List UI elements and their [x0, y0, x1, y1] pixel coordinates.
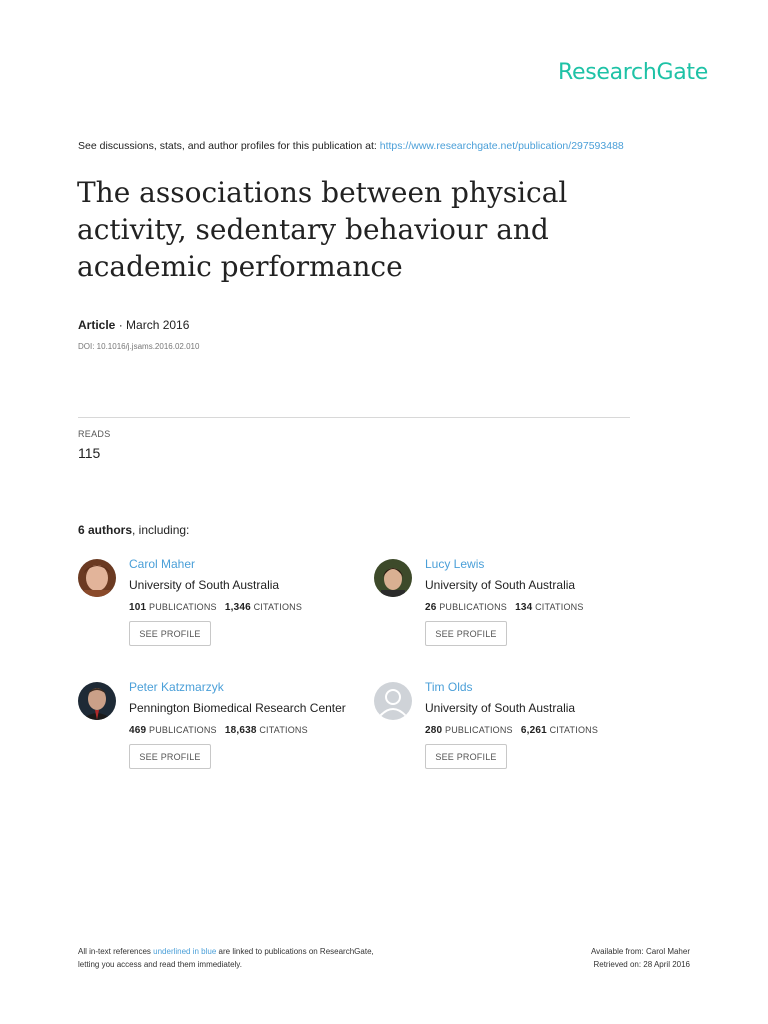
publications-count: 469 — [129, 725, 147, 736]
researchgate-logo[interactable]: ResearchGate — [557, 60, 708, 85]
author-stats — [129, 725, 308, 736]
author-stats — [425, 725, 598, 736]
author-name-link[interactable]: Tim Olds — [425, 680, 473, 694]
publication-doi: DOI: 10.1016/j.jsams.2016.02.010 — [78, 342, 200, 351]
available-from: Available from: Carol Maher — [590, 947, 690, 956]
author-institution: University of South Australia — [425, 578, 576, 592]
footer-line-1 — [78, 945, 374, 958]
citations-label: CITATIONS — [535, 602, 584, 612]
author-avatar[interactable] — [374, 559, 412, 597]
underlined-in-blue-link[interactable]: underlined in blue — [153, 947, 217, 956]
publication-url-link[interactable]: https://www.researchgate.net/publication/297593488 — [379, 140, 624, 152]
footer-text-a: All in-text references — [78, 947, 154, 956]
see-profile-button[interactable]: SEE PROFILE — [129, 621, 211, 646]
meta-separator: · — [115, 318, 127, 332]
footer-text-b: are linked to publications on ResearchGate, — [216, 947, 374, 956]
authors-count: 6 authors — [78, 523, 133, 537]
author-avatar[interactable] — [78, 559, 116, 597]
default-avatar-icon[interactable] — [374, 682, 412, 720]
citations-label: CITATIONS — [259, 725, 308, 735]
citations-label: CITATIONS — [253, 602, 303, 612]
publication-type: Article — [78, 318, 116, 332]
publications-label: PUBLICATIONS — [445, 725, 513, 735]
footer-line-2: letting you access and read them immediately. — [78, 960, 242, 969]
author-name-link[interactable]: Peter Katzmarzyk — [129, 680, 224, 694]
divider — [78, 417, 630, 418]
author-name-link[interactable]: Carol Maher — [129, 557, 196, 571]
citations-count: 6,261 — [520, 725, 547, 736]
author-institution: University of South Australia — [129, 578, 280, 592]
see-text: See discussions, stats, and author profiles for this publication at: — [78, 140, 380, 152]
footer-availability — [591, 945, 690, 971]
publication-link-line — [78, 140, 624, 152]
publications-label: PUBLICATIONS — [439, 602, 507, 612]
author-avatar[interactable] — [78, 682, 116, 720]
citations-label: CITATIONS — [549, 725, 599, 735]
publications-label: PUBLICATIONS — [149, 602, 217, 612]
authors-including: , including: — [132, 523, 190, 537]
footer-note — [78, 945, 374, 971]
citations-count: 134 — [515, 602, 533, 613]
reads-label: READS — [78, 429, 111, 439]
author-stats — [425, 602, 584, 613]
author-name-link[interactable]: Lucy Lewis — [425, 557, 485, 571]
author-institution: Pennington Biomedical Research Center — [129, 701, 346, 715]
publications-label: PUBLICATIONS — [149, 725, 217, 735]
publications-count: 280 — [425, 725, 443, 736]
see-profile-button[interactable]: SEE PROFILE — [425, 744, 507, 769]
see-profile-button[interactable]: SEE PROFILE — [129, 744, 211, 769]
authors-heading — [78, 523, 189, 537]
author-institution: University of South Australia — [425, 701, 576, 715]
publication-title: The associations between physical activity, sedentary behaviour and academic performance — [77, 176, 568, 283]
citations-count: 1,346 — [224, 602, 251, 613]
citations-count: 18,638 — [224, 725, 257, 736]
see-profile-button[interactable]: SEE PROFILE — [425, 621, 507, 646]
publications-count: 26 — [425, 602, 437, 613]
publication-meta — [78, 318, 189, 332]
author-stats — [129, 602, 302, 613]
reads-count: 115 — [78, 445, 101, 461]
publications-count: 101 — [129, 602, 147, 613]
publication-date: March 2016 — [126, 318, 190, 332]
retrieved-on: Retrieved on: 28 April 2016 — [593, 960, 690, 969]
